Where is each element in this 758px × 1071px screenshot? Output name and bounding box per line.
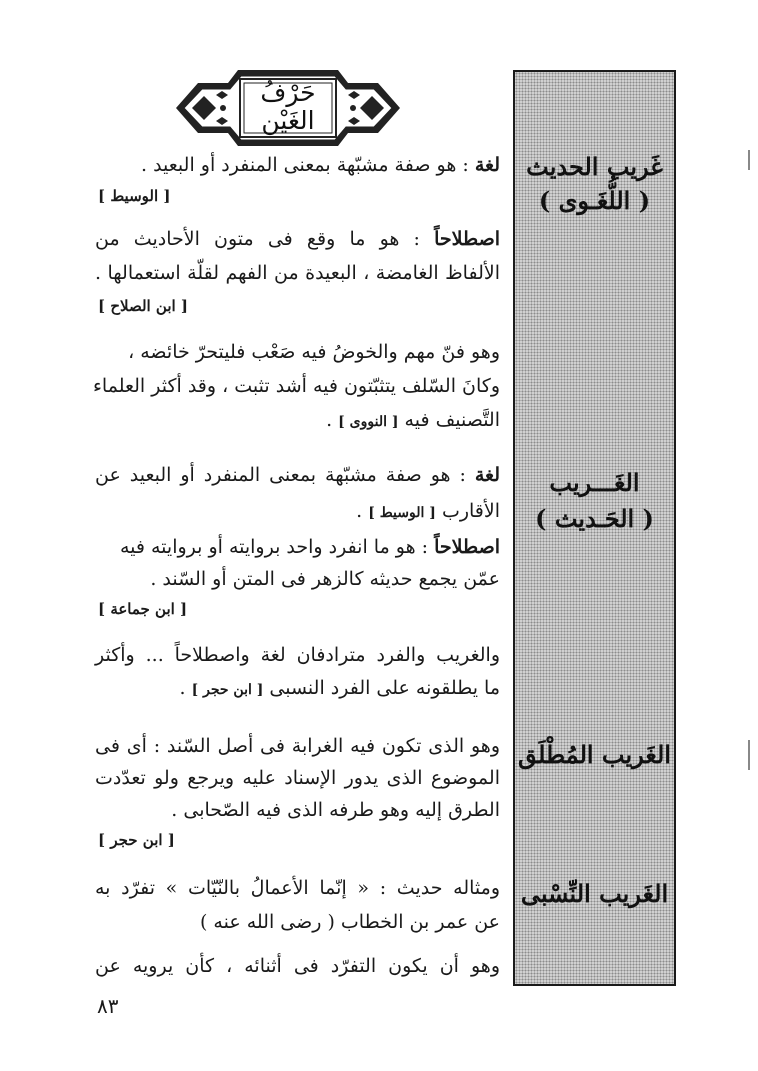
text-line: عن عمر بن الخطاب ( رضى الله عنه ): [199, 911, 500, 933]
term-gharib-nisbi: الغَريب النِّسْبى: [520, 879, 669, 908]
term-gharib-hadith-qualifier: ( الحَـديث ): [535, 504, 654, 533]
chapter-header: [168, 65, 408, 151]
text-line: [95, 462, 500, 488]
text-line: وهو فنّ مهم والخوضُ فيه صَعْب فليتحرّ خائضه ،: [128, 341, 500, 363]
label-istilahan: اصطلاحاً: [434, 536, 500, 558]
text-line: الألفاظ الغامضة ، البعيدة من الفهم لقلّة استعمالها .: [95, 262, 500, 284]
line-text: .: [356, 500, 369, 522]
text-line: وكانَ السّلف يتثبّتون فيه أشد تثبت ، وقد أكثر العلماء: [92, 375, 500, 397]
scan-edge-mark: [748, 740, 750, 770]
text-line: [95, 226, 500, 252]
label-lugha: لغة: [474, 154, 500, 176]
line-text: .: [179, 677, 192, 699]
source-citation: [ ابن جماعة ]: [98, 600, 188, 618]
line-text: ما يطلقونه على الفرد النسبى: [263, 677, 500, 699]
source-citation: [ ابن حجر ]: [98, 831, 175, 849]
page-number: ٨٣: [97, 994, 119, 1018]
source-citation: [ الوسيط ]: [98, 187, 171, 205]
line-text: الأقارب: [435, 500, 500, 522]
text-line: وهو الذى تكون فيه الغرابة فى أصل السّند : أى فى: [95, 735, 500, 757]
label-lugha: لغة: [474, 464, 500, 486]
terms-column: [513, 70, 676, 986]
line-text: .: [326, 409, 339, 431]
term-gharib-lughawi-qualifier: ( اللُّغَـوى ): [538, 186, 651, 215]
term-gharib-hadith: الغَـــريب: [549, 468, 640, 497]
text-line: عمّن يجمع حديثه كالزهر فى المتن أو السّند .: [150, 568, 500, 590]
line-text: التَّصنيف فيه: [398, 409, 500, 431]
term-gharib-lughawi: غَريب الحديث: [526, 152, 663, 181]
header-line-2: الغَيْن: [261, 106, 315, 135]
text-line: والغريب والفرد مترادفان لغة واصطلاحاً ... وأكثر: [95, 644, 500, 666]
line-text: : هو صفة مشبّهة بمعنى المنفرد أو البعيد عن: [95, 464, 475, 486]
text-line: ومثاله حديث : « إنّما الأعمالُ بالنّيّات » تفرّد به: [95, 877, 500, 899]
header-line-1: حَرْفُ: [260, 78, 316, 107]
line-text: : هو ما وقع فى متون الأحاديث من: [95, 228, 435, 250]
text-line: الطرق إليه وهو طرفه الذى فيه الصّحابى .: [171, 799, 500, 821]
source-citation: [ ابن حجر ]: [191, 682, 264, 698]
label-istilahan: اصطلاحاً: [434, 228, 500, 250]
text-line: [326, 407, 500, 435]
line-text: : هو ما انفرد واحد بروايته أو بروايته فيه: [119, 536, 435, 558]
text-line: وهو أن يكون التفرّد فى أثنائه ، كأن يرويه عن: [95, 955, 500, 977]
scan-edge-mark: [748, 150, 750, 170]
source-citation: [ الوسيط ]: [368, 505, 436, 521]
text-line: [356, 498, 500, 526]
text-line: [180, 675, 500, 703]
text-line: [141, 152, 500, 178]
text-line: الموضوع الذى يدور الإسناد عليه ويرجع ولو تعدّدت: [95, 767, 500, 789]
source-citation: [ النووى ]: [338, 414, 399, 430]
term-gharib-mutlaq: الغَريب المُطْلَق: [518, 740, 671, 769]
text-line: [120, 534, 500, 560]
source-citation: [ ابن الصلاح ]: [98, 297, 188, 315]
line-text: : هو صفة مشبّهة بمعنى المنفرد أو البعيد .: [140, 154, 475, 176]
